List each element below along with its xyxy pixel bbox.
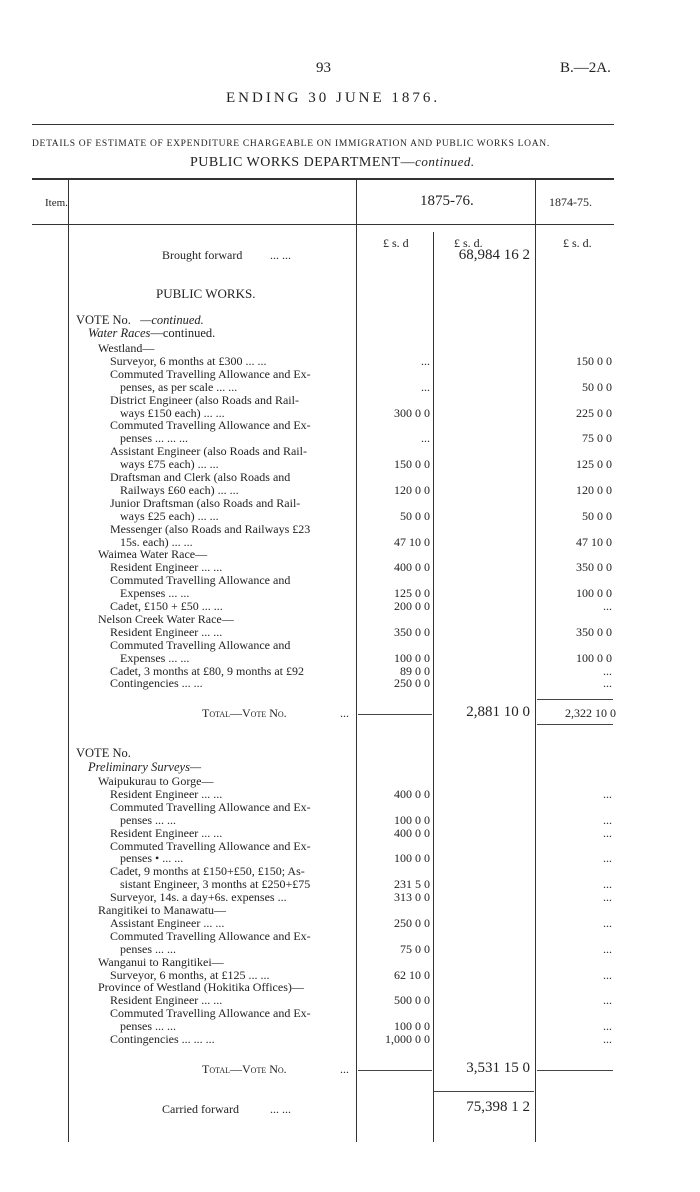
estimate-row	[0, 774, 700, 788]
table-header-rule	[32, 224, 614, 225]
estimate-row	[0, 916, 700, 930]
vote1-title: VOTE No. —continued.	[76, 313, 204, 327]
vote2-title: VOTE No.	[76, 746, 131, 760]
estimate-row	[0, 547, 700, 561]
row-amount-1875: 89 0 0	[400, 663, 430, 678]
row-amount-1875: 100 0 0	[394, 650, 430, 665]
row-description: Junior Draftsman (also Roads and Rail-	[110, 495, 301, 510]
row-description: Resident Engineer ... ...	[110, 993, 223, 1008]
estimate-row	[0, 573, 700, 587]
estimate-row	[0, 676, 700, 690]
row-amount-1874: 120 0 0	[576, 482, 612, 497]
row-description: Contingencies ... ...	[110, 676, 203, 691]
row-amount-1875: ...	[421, 353, 430, 368]
estimate-row	[0, 1006, 700, 1020]
currency-units-c: £ s. d.	[563, 236, 592, 250]
row-amount-1874: ...	[603, 599, 612, 613]
estimate-row	[0, 431, 700, 445]
estimate-row	[0, 625, 700, 639]
estimate-row	[0, 393, 700, 407]
row-amount-1874: 350 0 0	[576, 624, 612, 639]
estimate-row	[0, 839, 700, 853]
estimate-row	[0, 380, 700, 394]
row-description: Wanganui to Rangitikei—	[98, 954, 224, 969]
estimate-row	[0, 483, 700, 497]
row-description: Messenger (also Roads and Railways £23	[110, 521, 311, 536]
vote1-1874-rule-lower	[537, 724, 613, 725]
estimate-row	[0, 470, 700, 484]
estimate-row	[0, 929, 700, 943]
vote1-total-row: Total—Vote No. ... 2,881 10 0 2,322 10 0	[202, 704, 616, 720]
vote1-sum-rule	[358, 714, 432, 715]
row-description: Rangitikei to Manawatu—	[98, 903, 226, 917]
row-description: Cadet, 3 months at £80, 9 months at £92	[110, 663, 304, 678]
estimate-row	[0, 787, 700, 801]
estimate-row	[0, 851, 700, 865]
row-description: Contingencies ... ... ...	[110, 1032, 215, 1046]
vote2-sum-rule	[358, 1070, 432, 1071]
estimate-row	[0, 638, 700, 652]
estimate-row	[0, 509, 700, 523]
details-heading: DETAILS OF ESTIMATE OF EXPENDITURE CHARGEABLE ON IMMIGRATION AND PUBLIC WORKS LOAN.	[32, 139, 550, 149]
brought-forward-row: Brought forward ... ... 68,984 16 2	[162, 247, 530, 263]
year-1875-header: 1875-76.	[420, 193, 474, 209]
currency-units-b: £ s. d.	[454, 236, 483, 250]
estimate-row	[0, 877, 700, 891]
estimate-row	[0, 993, 700, 1007]
row-description: Commuted Travelling Allowance and Ex-	[110, 838, 311, 853]
row-amount-1875: 350 0 0	[394, 624, 430, 639]
row-description: penses • ... ...	[120, 851, 184, 866]
row-description: Surveyor, 6 months, at £125 ... ...	[110, 967, 270, 982]
row-amount-1875: 120 0 0	[394, 482, 430, 497]
estimate-row	[0, 651, 700, 665]
row-amount-1874: ...	[603, 967, 612, 982]
row-amount-1874: 47 10 0	[576, 534, 612, 549]
row-amount-1875: ...	[421, 431, 430, 446]
row-description: Province of Westland (Hokitika Offices)—	[98, 980, 304, 995]
row-amount-1875: 231 5 0	[394, 877, 430, 892]
row-amount-1874: 75 0 0	[582, 431, 612, 446]
row-description: penses ... ...	[120, 1019, 176, 1034]
estimate-row	[0, 586, 700, 600]
row-amount-1874: ...	[603, 663, 612, 678]
row-amount-1874: ...	[603, 877, 612, 892]
row-description: Railways £60 each) ... ...	[120, 482, 239, 497]
row-amount-1874: ...	[603, 851, 612, 866]
estimate-row	[0, 1019, 700, 1033]
table-top-rule	[32, 178, 614, 180]
row-amount-1875: 50 0 0	[400, 508, 430, 523]
row-description: Resident Engineer ... ...	[110, 825, 223, 840]
row-description: Commuted Travelling Allowance and Ex-	[110, 1006, 311, 1021]
row-description: penses ... ...	[120, 941, 176, 956]
row-amount-1874: ...	[603, 941, 612, 956]
row-amount-1875: ...	[421, 379, 430, 394]
row-amount-1875: 250 0 0	[394, 915, 430, 930]
row-description: Surveyor, 6 months at £300 ... ...	[110, 353, 267, 368]
estimate-row	[0, 418, 700, 432]
page-number: 93	[316, 60, 331, 76]
row-amount-1874: 50 0 0	[582, 379, 612, 394]
row-amount-1874: 50 0 0	[582, 508, 612, 523]
estimate-row	[0, 535, 700, 549]
estimate-row	[0, 1032, 700, 1046]
row-amount-1875: 200 0 0	[394, 599, 430, 613]
year-1874-header: 1874-75.	[549, 195, 592, 209]
section-title: PUBLIC WORKS.	[156, 286, 256, 301]
row-description: Cadet, 9 months at £150+£50, £150; As-	[110, 864, 305, 879]
estimate-row	[0, 968, 700, 982]
row-amount-1875: 400 0 0	[394, 786, 430, 801]
row-description: Nelson Creek Water Race—	[98, 611, 234, 626]
estimate-row	[0, 496, 700, 510]
row-description: Assistant Engineer (also Roads and Rail-	[110, 444, 307, 459]
row-description: Commuted Travelling Allowance and	[110, 637, 291, 652]
estimate-row	[0, 599, 700, 613]
vote1-subtitle: Water Races—continued.	[88, 326, 216, 340]
row-amount-1874: ...	[603, 786, 612, 801]
row-amount-1875: 100 0 0	[394, 851, 430, 866]
row-description: ways £25 each) ... ...	[120, 508, 219, 523]
row-amount-1875: 75 0 0	[400, 941, 430, 956]
row-amount-1874: ...	[603, 993, 612, 1008]
estimate-row	[0, 612, 700, 626]
estimate-row	[0, 341, 700, 355]
row-amount-1875: 150 0 0	[394, 457, 430, 472]
vote2-subtitle: Preliminary Surveys—	[88, 760, 202, 774]
row-description: Surveyor, 14s. a day+6s. expenses ...	[110, 890, 287, 905]
row-description: District Engineer (also Roads and Rail-	[110, 392, 299, 407]
row-description: Commuted Travelling Allowance and Ex-	[110, 799, 311, 814]
row-description: Waipukurau to Gorge—	[98, 774, 214, 788]
row-description: Commuted Travelling Allowance and	[110, 573, 291, 588]
estimate-row	[0, 522, 700, 536]
estimate-row	[0, 457, 700, 471]
row-amount-1875: 300 0 0	[394, 405, 430, 420]
row-amount-1874: ...	[603, 812, 612, 827]
carried-forward-row: Carried forward ... ... 75,398 1 2	[162, 1099, 530, 1116]
row-amount-1874: ...	[603, 1019, 612, 1034]
estimate-row	[0, 890, 700, 904]
row-amount-1875: 400 0 0	[394, 560, 430, 575]
currency-units-a: £ s. d	[383, 236, 409, 250]
row-amount-1875: 100 0 0	[394, 1019, 430, 1034]
row-amount-1874: ...	[603, 915, 612, 930]
row-amount-1874: 100 0 0	[576, 586, 612, 601]
item-column-header: Item.	[45, 197, 68, 209]
row-description: Resident Engineer ... ...	[110, 786, 223, 801]
estimate-row	[0, 980, 700, 994]
row-description: Resident Engineer ... ...	[110, 624, 223, 639]
row-description: Commuted Travelling Allowance and Ex-	[110, 418, 311, 433]
row-description: Cadet, £150 + £50 ... ...	[110, 599, 223, 613]
row-description: Expenses ... ...	[120, 586, 190, 601]
row-amount-1875: 250 0 0	[394, 676, 430, 691]
row-amount-1875: 125 0 0	[394, 586, 430, 601]
row-description: Waimea Water Race—	[98, 547, 208, 562]
row-amount-1874: 125 0 0	[576, 457, 612, 472]
estimate-row	[0, 826, 700, 840]
row-amount-1874: 350 0 0	[576, 560, 612, 575]
department-heading: PUBLIC WORKS DEPARTMENT—continued.	[190, 154, 475, 170]
estimate-row	[0, 664, 700, 678]
row-amount-1874: 225 0 0	[576, 405, 612, 420]
row-description: penses ... ...	[120, 812, 176, 827]
row-amount-1875: 400 0 0	[394, 825, 430, 840]
estimate-row	[0, 560, 700, 574]
row-description: ways £75 each) ... ...	[120, 457, 219, 472]
row-description: penses ... ... ...	[120, 431, 188, 446]
estimate-row	[0, 444, 700, 458]
row-amount-1875: 100 0 0	[394, 812, 430, 827]
row-description: Westland—	[98, 341, 155, 355]
row-amount-1874: ...	[603, 825, 612, 840]
row-description: 15s. each) ... ...	[120, 534, 193, 549]
row-amount-1874: ...	[603, 890, 612, 905]
row-amount-1874: ...	[603, 1032, 612, 1046]
estimate-row	[0, 942, 700, 956]
row-amount-1874: 150 0 0	[576, 353, 612, 368]
vote2-total-row: Total—Vote No. ... 3,531 15 0	[202, 1060, 530, 1076]
row-description: penses, as per scale ... ...	[120, 379, 238, 394]
document-reference: B.—2A.	[560, 60, 611, 76]
row-description: Commuted Travelling Allowance and Ex-	[110, 928, 311, 943]
row-description: Commuted Travelling Allowance and Ex-	[110, 366, 311, 381]
estimate-row	[0, 813, 700, 827]
estimate-row	[0, 864, 700, 878]
row-description: sistant Engineer, 3 months at £250+£75	[120, 877, 311, 892]
row-description: Assistant Engineer ... ...	[110, 915, 225, 930]
row-amount-1875: 500 0 0	[394, 993, 430, 1008]
carried-forward-rule	[434, 1091, 534, 1092]
row-amount-1875: 1,000 0 0	[385, 1032, 430, 1046]
estimate-row	[0, 367, 700, 381]
estimate-row	[0, 955, 700, 969]
estimate-row	[0, 354, 700, 368]
row-amount-1875: 313 0 0	[394, 890, 430, 905]
row-amount-1875: 47 10 0	[394, 534, 430, 549]
row-description: ways £150 each) ... ...	[120, 405, 225, 420]
estimate-row	[0, 406, 700, 420]
row-amount-1874: ...	[603, 676, 612, 691]
estimate-row	[0, 800, 700, 814]
estimate-row	[0, 903, 700, 917]
row-description: Draftsman and Clerk (also Roads and	[110, 470, 291, 484]
row-amount-1874: 100 0 0	[576, 650, 612, 665]
period-heading: ENDING 30 JUNE 1876.	[226, 90, 441, 106]
row-amount-1875: 62 10 0	[394, 967, 430, 982]
vote2-1874-rule	[537, 1070, 613, 1071]
vote1-1874-rule	[537, 699, 613, 700]
row-description: Resident Engineer ... ...	[110, 560, 223, 575]
row-description: Expenses ... ...	[120, 650, 190, 665]
header-rule	[32, 124, 614, 125]
